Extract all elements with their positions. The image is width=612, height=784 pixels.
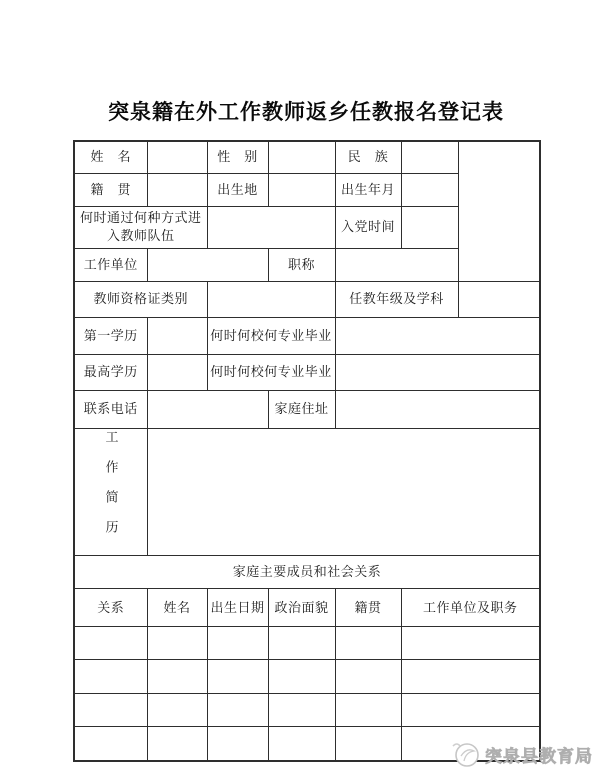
native-place-value-cell <box>147 173 207 206</box>
family-empty-row <box>74 627 540 660</box>
phone-value-cell <box>147 390 268 428</box>
family-col-name: 姓名 <box>147 589 207 627</box>
photo-cell <box>458 141 540 281</box>
family-empty-row <box>74 660 540 694</box>
party-time-value-cell <box>401 206 458 248</box>
registration-form-table <box>73 140 541 762</box>
highest-degree-label: 最高学历 <box>74 354 147 390</box>
family-empty-cell <box>207 627 268 660</box>
family-empty-row <box>74 694 540 727</box>
cert-category-value-cell <box>207 281 335 317</box>
family-empty-cell <box>207 727 268 761</box>
birthplace-value-cell <box>268 173 335 206</box>
form-row-resume <box>74 428 540 556</box>
family-empty-cell <box>335 627 401 660</box>
family-section-header-row <box>74 556 540 589</box>
entry-method-value-cell <box>207 206 335 248</box>
resume-value-cell <box>147 428 540 556</box>
first-degree-label: 第一学历 <box>74 317 147 354</box>
birth-date-label: 出生年月 <box>335 173 401 206</box>
family-empty-cell <box>74 660 147 694</box>
education-bureau-logo-icon <box>450 738 482 770</box>
entry-method-label: 何时通过何种方式进入教师队伍 <box>74 206 207 248</box>
ethnicity-label: 民 族 <box>335 141 401 173</box>
cert-category-label: 教师资格证类别 <box>74 281 207 317</box>
watermark-text: 突泉县教育局 <box>485 746 593 766</box>
family-empty-cell <box>401 694 540 727</box>
family-table-header-row <box>74 589 540 627</box>
party-time-label: 入党时间 <box>335 206 401 248</box>
address-label: 家庭住址 <box>268 390 335 428</box>
gender-label: 性 别 <box>207 141 268 173</box>
family-empty-cell <box>268 727 335 761</box>
form-row-name <box>74 141 540 173</box>
family-empty-cell <box>335 727 401 761</box>
family-empty-cell <box>207 660 268 694</box>
family-col-birth-date: 出生日期 <box>207 589 268 627</box>
address-value-cell <box>335 390 540 428</box>
resume-label-text: 工作简历 <box>103 429 119 550</box>
teaching-grade-label: 任教年级及学科 <box>335 281 458 317</box>
family-empty-cell <box>147 660 207 694</box>
family-empty-cell <box>74 694 147 727</box>
family-col-relation: 关系 <box>74 589 147 627</box>
form-row-contact <box>74 390 540 428</box>
family-empty-cell <box>335 694 401 727</box>
job-title-label: 职称 <box>268 248 335 281</box>
highest-degree-grad-label: 何时何校何专业毕业 <box>207 354 335 390</box>
form-row-highest-degree <box>74 354 540 390</box>
birthplace-label: 出生地 <box>207 173 268 206</box>
form-row-first-degree <box>74 317 540 354</box>
family-section-header: 家庭主要成员和社会关系 <box>74 556 540 589</box>
page-title: 突泉籍在外工作教师返乡任教报名登记表 <box>108 101 504 124</box>
native-place-label: 籍 贯 <box>74 173 147 206</box>
work-unit-value-cell <box>147 248 268 281</box>
family-empty-cell <box>147 627 207 660</box>
family-empty-cell <box>207 694 268 727</box>
gender-value-cell <box>268 141 335 173</box>
family-empty-cell <box>268 694 335 727</box>
family-col-native-place: 籍贯 <box>335 589 401 627</box>
first-degree-grad-label: 何时何校何专业毕业 <box>207 317 335 354</box>
family-empty-cell <box>335 660 401 694</box>
name-label: 姓 名 <box>74 141 147 173</box>
work-unit-label: 工作单位 <box>74 248 147 281</box>
family-col-work-unit-position: 工作单位及职务 <box>401 589 540 627</box>
highest-degree-grad-value-cell <box>335 354 540 390</box>
family-empty-cell <box>268 660 335 694</box>
watermark <box>450 738 593 770</box>
birth-date-value-cell <box>401 173 458 206</box>
form-row-certificate <box>74 281 540 317</box>
first-degree-grad-value-cell <box>335 317 540 354</box>
family-empty-cell <box>74 727 147 761</box>
family-empty-cell <box>147 727 207 761</box>
name-value-cell <box>147 141 207 173</box>
ethnicity-value-cell <box>401 141 458 173</box>
resume-label <box>74 428 147 556</box>
highest-degree-value-cell <box>147 354 207 390</box>
family-empty-cell <box>401 660 540 694</box>
phone-label: 联系电话 <box>74 390 147 428</box>
family-col-political-status: 政治面貌 <box>268 589 335 627</box>
family-empty-cell <box>268 627 335 660</box>
first-degree-value-cell <box>147 317 207 354</box>
teaching-grade-value-cell <box>458 281 540 317</box>
job-title-value-cell <box>335 248 458 281</box>
family-empty-cell <box>401 627 540 660</box>
family-empty-cell <box>147 694 207 727</box>
family-empty-cell <box>74 627 147 660</box>
